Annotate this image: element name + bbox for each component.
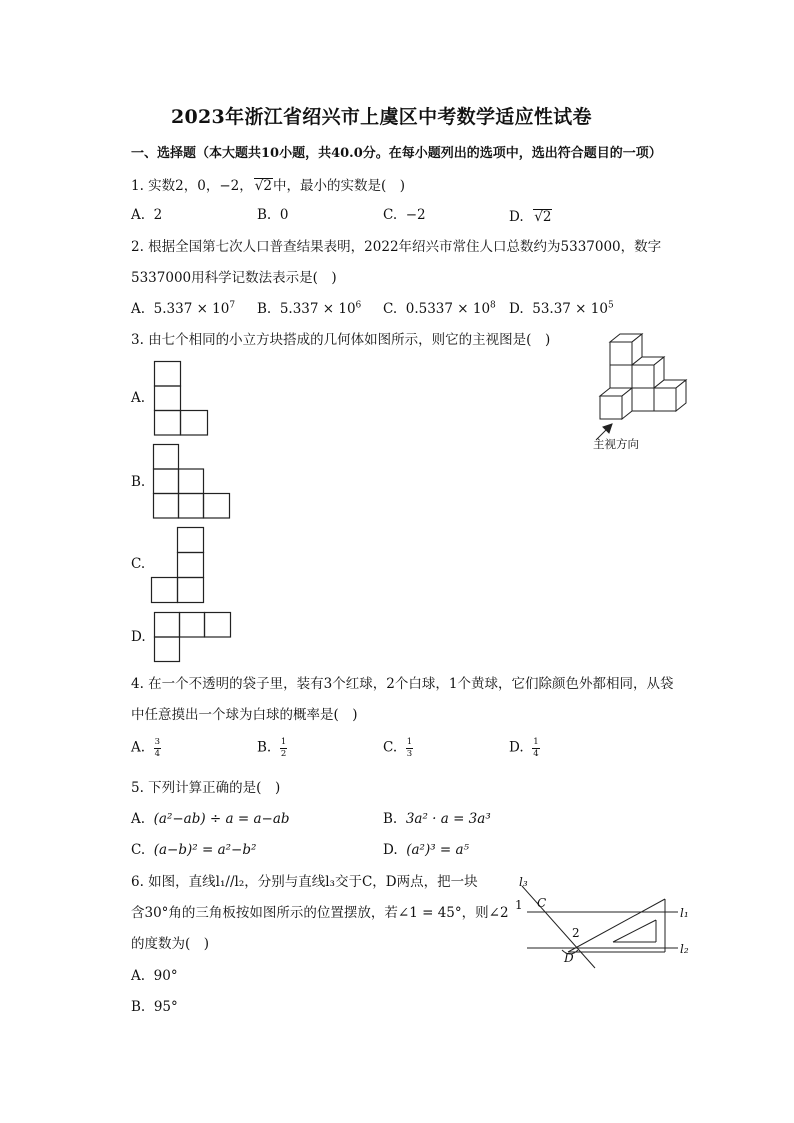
label-l2: l₂ [680,942,689,956]
q3-option-a-label: A. [131,390,146,406]
section-header: 一、选择题（本大题共10小题，共40.0分。在每小题列出的选项中，选出符合题目的一项） [131,146,662,161]
question-6-line-3: 的度数为( ) [131,936,210,952]
label-l3: l₃ [519,875,528,889]
question-6-line-1: 6. 如图，直线l₁//l₂，分别与直线l₃交于C，D两点，把一块 [131,874,478,890]
question-1-text: 1. 实数2，0，−2， [131,178,253,194]
page-title: 2023年浙江省绍兴市上虞区中考数学适应性试卷 [171,106,592,128]
q5-option-d: D. (a²)³ = a⁵ [383,842,469,858]
q3-option-d-figure [154,612,232,662]
q3-option-b-figure [153,444,231,519]
q3-option-a-figure [154,361,210,437]
q2-option-c: C. $0.5337 \times 10^8$ [383,300,496,317]
sqrt-symbol: √2 [534,209,552,225]
q3-option-c-figure [151,527,206,604]
q6-option-b: B. 95° [131,999,178,1015]
q4-option-c: C. $\frac{1}{3}$ [383,737,413,759]
q1-option-c: C. −2 [383,207,426,223]
q2-option-a: A. $5.337 \times 10^7$ [131,300,236,317]
question-2-line-1: 2. 根据全国第七次人口普查结果表明，2022年绍兴市常住人口总数约为5337000，数字 [131,239,662,255]
q6-geometry-figure [512,872,698,970]
question-6-line-2: 含30°角的三角板按如图所示的位置摆放，若∠1 = 45°，则∠2 [131,905,509,921]
question-4-line-2: 中任意摸出一个球为白球的概率是( ) [131,707,358,723]
label-angle-1: 1 [515,898,523,912]
label-angle-2: 2 [572,926,580,940]
q5-option-b: B. 3a² · a = 3a³ [383,811,491,827]
q5-option-a: A. (a²−ab) ÷ a = a−ab [131,811,290,827]
view-direction-caption: 主视方向 [593,437,639,451]
q1-option-d: D. √2 [509,209,552,225]
q1-option-b: B. 0 [257,207,289,223]
q5-option-c: C. (a−b)² = a²−b² [131,842,257,858]
question-3-stem: 3. 由七个相同的小立方块搭成的几何体如图所示，则它的主视图是( ) [131,332,551,348]
q4-option-d: D. $\frac{1}{4}$ [509,737,539,759]
q3-option-d-label: D. [131,629,146,645]
question-5-stem: 5. 下列计算正确的是( ) [131,780,281,796]
label-point-d: D [564,951,574,965]
q1-option-a: A. 2 [131,207,163,223]
label-point-c: C [537,896,547,910]
q3-option-b-label: B. [131,474,146,490]
q6-option-a: A. 90° [131,968,178,984]
sqrt-symbol: √2 [254,178,272,194]
question-1-text-end: 中，最小的实数是( ) [272,178,406,194]
q2-option-d: D. $53.37 \times 10^5$ [509,300,614,317]
q4-option-b: B. $\frac{1}{2}$ [257,737,287,759]
label-l1: l₁ [680,906,689,920]
question-2-line-2: 5337000用科学记数法表示是( ) [131,270,337,286]
question-4-line-1: 4. 在一个不透明的袋子里，装有3个红球，2个白球，1个黄球，它们除颜色外都相同，从袋 [131,676,674,692]
question-1-stem [131,178,405,194]
q2-option-b: B. $5.337 \times 10^6$ [257,300,362,317]
q4-option-a: A. $\frac{3}{4}$ [131,737,161,759]
q3-option-c-label: C. [131,556,146,572]
